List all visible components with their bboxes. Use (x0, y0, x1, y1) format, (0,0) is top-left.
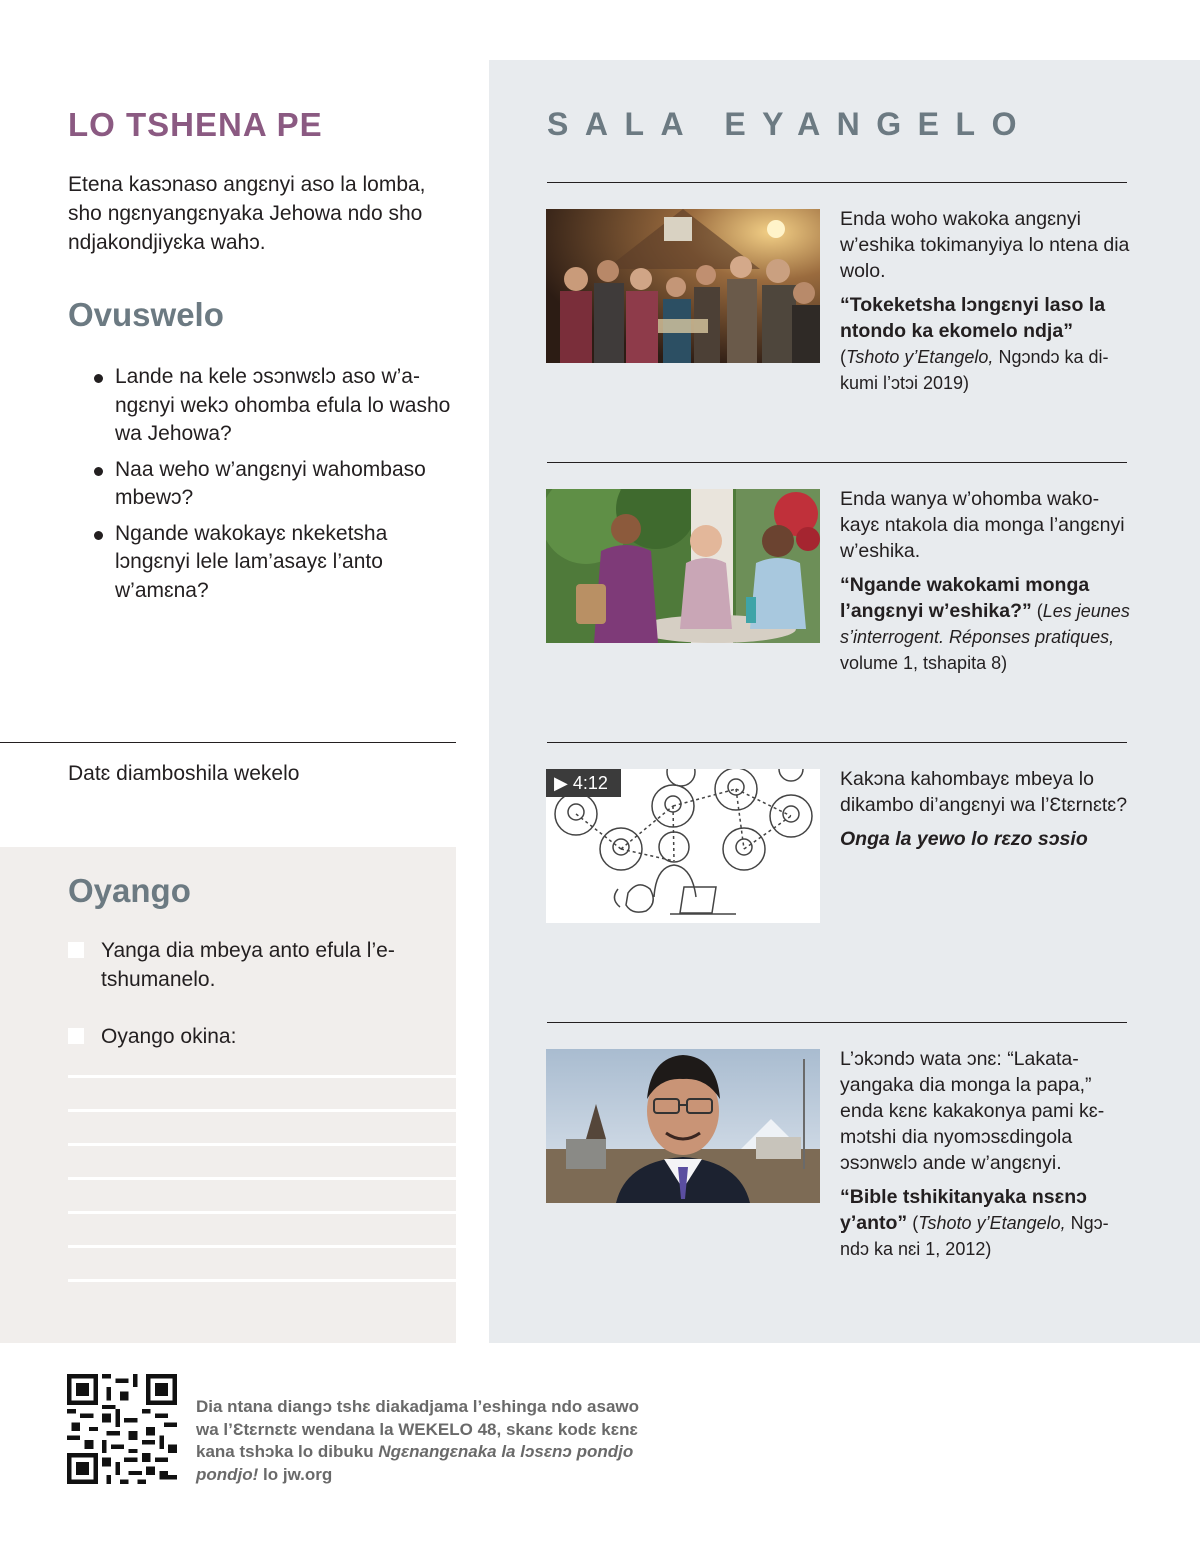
recommendation-item (840, 766, 1130, 852)
divider (0, 742, 456, 743)
divider (547, 182, 1127, 183)
article-link[interactable]: “Ngande wakokami monga l’angɛnyi w’eshika?” (840, 574, 1090, 622)
source-date: Ngɔndɔ ka nɛi 1, 2012) (840, 1213, 1109, 1259)
divider (547, 462, 1127, 463)
other-goal-label: Oyango okina: (101, 1025, 237, 1048)
writing-line[interactable] (68, 1245, 456, 1248)
source-title: Tshoto y’Etangelo, (846, 347, 994, 367)
website-link[interactable]: lo jw.org (258, 1464, 333, 1484)
source-date: volume 1, tshapita 8) (840, 653, 1008, 673)
source-title: Les jeunes s’interrogent. Réponses pratiques, (840, 601, 1130, 647)
date-finished-label: Datɛ diamboshila wekelo (68, 762, 300, 785)
writing-line[interactable] (68, 1075, 456, 1078)
video-thumbnail[interactable] (546, 769, 820, 923)
recommendation-lead: L’ɔkɔndɔ wata ɔnɛ: “Lakatayangaka dia monga la papa,” enda kɛnɛ kakakonya pami kɛmɔtshi dia nyomɔsɛdingola ɔsɔnwɛlɔ ande w’angɛnyi. (840, 1048, 1105, 1174)
question-item: Lande na kele ɔsɔnwɛlɔ aso w’angɛnyi wekɔ ohomba efula lo washo wa Jehowa? (92, 363, 454, 449)
source-title: Tshoto y’Etangelo, (918, 1213, 1066, 1233)
oyango-title: Oyango (68, 872, 191, 909)
writing-line[interactable] (68, 1177, 456, 1180)
writing-line[interactable] (68, 1279, 456, 1282)
thumbnail-group-study-image[interactable] (546, 209, 820, 363)
goal-label: Yanga dia mbeya anto efula l’etshumanelo. (101, 939, 395, 991)
checkbox[interactable] (68, 942, 84, 958)
other-goal-checkbox-row[interactable] (68, 1022, 438, 1051)
goal-checkbox-row[interactable] (68, 936, 438, 994)
article-link[interactable]: “Tokeketsha lɔngɛnyi laso la ntondo ka ekomelo ndja” (840, 294, 1106, 342)
recommendation-item: Enda wanya w’ohomba wakokayɛ ntakola dia monga l’angɛnyi w’eshika. “Ngande wakokami monga l’angɛnyi w’eshika?” (Les jeunes s’interrogent. Réponses pratiques, volume 1, tshapita 8) (840, 488, 1130, 673)
recommendation-lead: Enda woho wakoka angɛnyi w’eshika tokimanyiya lo ntena dia wolo. (840, 208, 1130, 282)
ovuswelo-title: Ovuswelo (68, 296, 224, 333)
writing-line[interactable] (68, 1211, 456, 1214)
video-link[interactable]: Onga la yewo lo rɛzo sɔsio (840, 828, 1088, 850)
writing-line[interactable] (68, 1143, 456, 1146)
recommendation-item: Enda woho wakoka angɛnyi w’eshika tokimanyiya lo ntena dia wolo. “Tokeketsha lɔngɛnyi laso la ntondo ka ekomelo ndja” (Tshoto y’Etangelo, Ngɔndɔ ka dikumi l’ɔtɔi 2019) (840, 208, 1130, 393)
qr-code-icon[interactable] (67, 1374, 177, 1484)
question-item: Naa weho w’angɛnyi wahombaso mbewɔ? (92, 456, 454, 513)
thumbnail-friends-talking-image[interactable] (546, 489, 820, 643)
lo-tshena-pe-title: LO TSHENA PE (68, 106, 323, 143)
article-link[interactable]: “Bible tshikitanyaka nsɛnɔ y’anto” (840, 1186, 1088, 1234)
divider (547, 1022, 1127, 1023)
recommendation-item: L’ɔkɔndɔ wata ɔnɛ: “Lakatayangaka dia monga la papa,” enda kɛnɛ kakakonya pami kɛmɔtshi dia nyomɔsɛdingola ɔsɔnwɛlɔ ande w’angɛnyi. “Bible tshikitanyaka nsɛnɔ y’anto” (Tshoto y’Etangelo, Ngɔndɔ ka nɛi 1, 2012) (840, 1046, 1130, 1262)
thumbnail-man-portrait-image[interactable] (546, 1049, 820, 1203)
checkbox[interactable] (68, 1028, 84, 1044)
book-title: Ngɛnangɛnaka la lɔsɛnɔ pondjo pondjo! (196, 1442, 634, 1484)
footer-note: Dia ntana diangɔ tshɛ diakadjama l’eshinga ndo asawo wa l’Ɛtɛrnɛtɛ wendana la WEKELO 48, skanɛ kodɛ kɛnɛ kana tshɔka lo dibuku Ngɛnangɛnaka la lɔsɛnɔ pondjo pondjo! lo jw.org (196, 1397, 640, 1484)
question-list (92, 363, 454, 612)
recommendation-lead: Kakɔna kahombayɛ mbeya lo dikambo di’angɛnyi wa l’Ɛtɛrnɛtɛ? (840, 768, 1128, 816)
video-duration: 4:12 (572, 773, 608, 793)
recommendation-lead: Enda wanya w’ohomba wakokayɛ ntakola dia monga l’angɛnyi w’eshika. (840, 488, 1125, 562)
writing-line[interactable] (68, 1109, 456, 1112)
sala-eyangelo-title: SALA EYANGELO (547, 106, 1033, 142)
source-date: Ngɔndɔ ka dikumi l’ɔtɔi 2019) (840, 347, 1109, 393)
video-duration-badge[interactable] (546, 769, 621, 797)
intro-paragraph: Etena kasɔnaso angɛnyi aso la lomba, sho ngɛnyangɛnyaka Jehowa ndo sho ndjakondjiyɛka wahɔ. (68, 173, 426, 254)
divider (547, 742, 1127, 743)
oyango-panel (0, 847, 456, 1343)
play-icon: ▶ (554, 773, 568, 793)
question-item: Ngande wakokayɛ nkeketsha lɔngɛnyi lele lam’asayɛ l’anto w’amɛna? (92, 520, 454, 606)
